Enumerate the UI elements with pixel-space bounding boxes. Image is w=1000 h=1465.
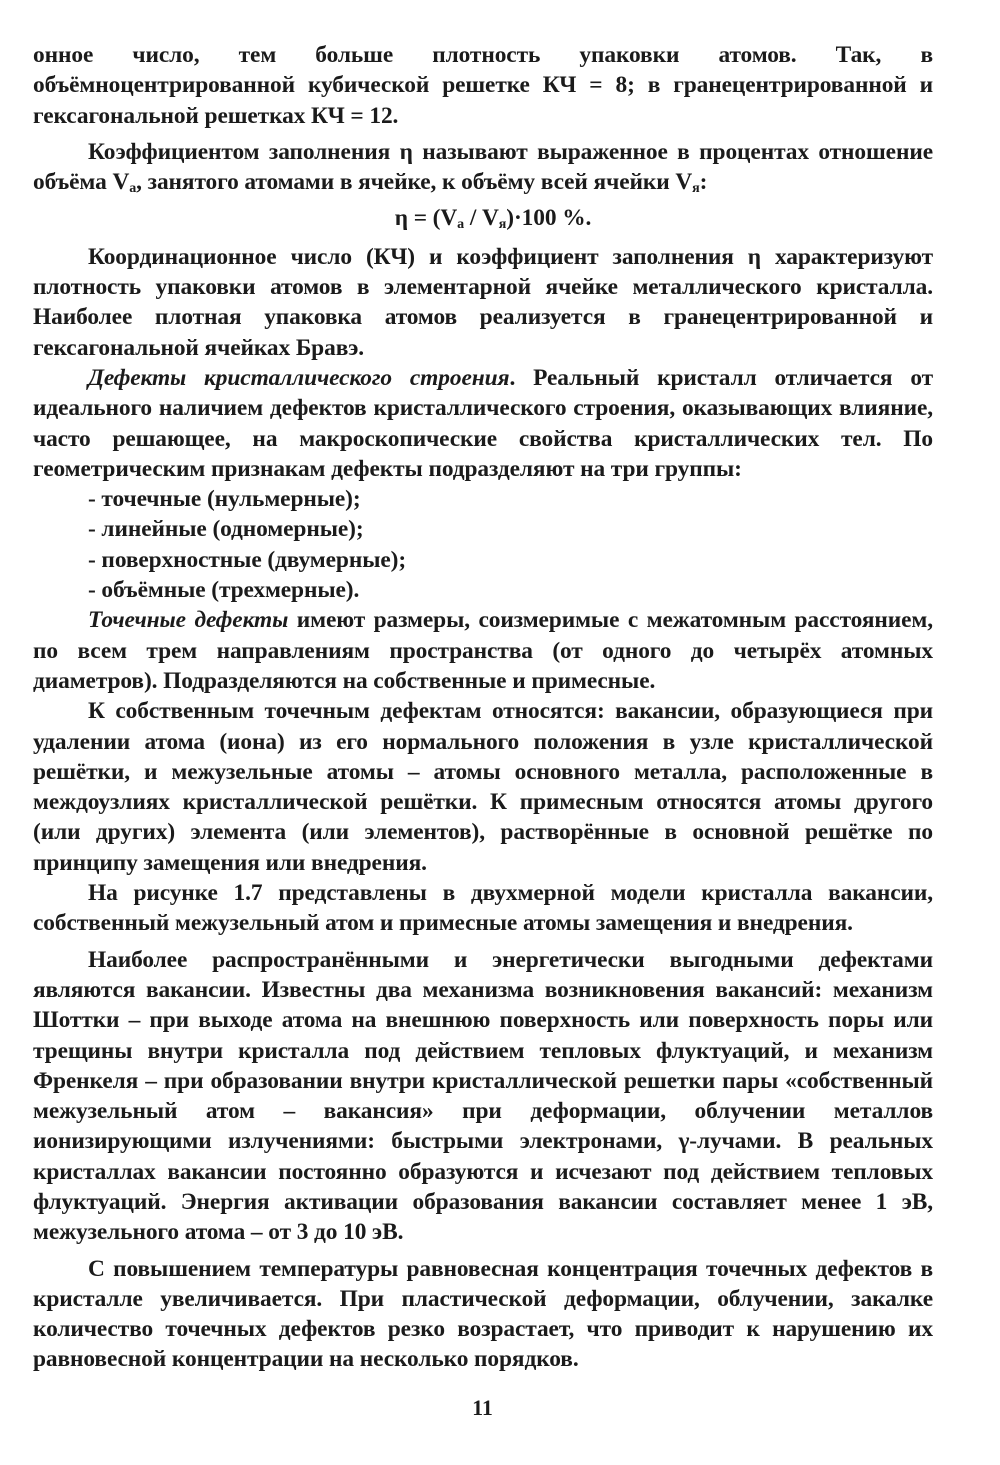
subscript-ya: я (692, 180, 700, 197)
list-item: - поверхностные (двумерные); (88, 546, 407, 573)
formula-subscript-ya: я (498, 216, 507, 233)
paragraph-5 (33, 605, 933, 696)
paragraph-3: Координационное число (КЧ) и коэффициент заполнения η характеризуют плотность упаковки атомов в элементарной ячейке металлического кристалла. Наиболее плотная упаковка атомов реализуется в гранецентрированной и гексагональной ячейках Бравэ. (33, 243, 933, 361)
formula-part-c: )·100 %. (506, 205, 592, 232)
paragraph-6: К собственным точечным дефектам относятся: вакансии, образующиеся при удалении атома (иона) из его нормального положения в узле кристаллической решётки, и межузельные атомы – атомы основного металла, расположенные в междоузлиях кристаллической решётки. К примесным относятся атомы другого (или других) элемента (или элементов), растворённые в основной решётке по принципу замещения или внедрения. (33, 698, 933, 876)
page-number: 11 (472, 1395, 493, 1420)
paragraph-4 (33, 363, 933, 484)
paragraph-2-mid: , занятого атомами в ячейке, к объёму всей ячейки V (136, 169, 693, 196)
paragraph-7: На рисунке 1.7 представлены в двухмерной модели кристалла вакансии, собственный межузельный атом и примесные атомы замещения и внедрения. (33, 880, 933, 937)
list-item: - точечные (нульмерные); (88, 486, 361, 513)
paragraph-5-text: имеют размеры, соизмеримые с межатомным расстоянием, по всем трем направлениям пространства (от одного до четырёх атомных диаметров). Подразделяются на собственные и примесные. (33, 607, 933, 694)
paragraph-1: онное число, тем больше плотность упаковки атомов. Так, в объёмноцентрированной кубической решетке КЧ = 8; в гранецентрированной и гексагональной решетках КЧ = 12. (33, 42, 933, 129)
list-item: - линейные (одномерные); (88, 516, 364, 543)
formula (33, 203, 933, 233)
paragraph-4-text: . Реальный кристалл отличается от идеального наличием дефектов кристаллического строения, оказывающих влияние, часто решающее, на макроскопические свойства кристаллических тел. По геометрическим признакам дефекты подразделяют на три группы: (33, 364, 934, 482)
formula-part-b: / V (464, 205, 499, 232)
paragraph-2 (33, 137, 933, 198)
formula-part-a: η = (V (394, 205, 458, 232)
list-item: - объёмные (трехмерные). (88, 577, 360, 604)
page-body (33, 40, 933, 1375)
paragraph-8: Наиболее распространёнными и энергетически выгодными дефектами являются вакансии. Известны два механизма возникновения вакансий: механизм Шоттки – при выходе атома на внешнюю поверхность или поверхность поры или трещины внутри кристалла под действием тепловых флуктуаций, и механизм Френкеля – при образовании внутри кристаллической решетки пары «собственный межузельный атом – вакансия» при деформации, облучении металлов ионизирующими излучениями: быстрыми электронами, γ-лучами. В реальных кристаллах вакансии постоянно образуются и исчезают под действием тепловых флуктуаций. Энергия активации образования вакансии составляет менее 1 эВ, межузельного атома – от 3 до 10 эВ. (33, 946, 933, 1246)
subscript-a: а (129, 180, 137, 197)
heading-point-defects: Точечные дефекты (88, 607, 289, 634)
paragraph-2-end: : (699, 169, 708, 196)
heading-defects: Дефекты кристаллического строения (88, 364, 510, 391)
formula-subscript-a: а (457, 216, 465, 233)
paragraph-9: С повышением температуры равновесная концентрация точечных дефектов в кристалле увеличивается. При пластической деформации, облучении, закалке количество точечных дефектов резко возрастает, что приводит к нарушению их равновесной концентрации на несколько порядков. (33, 1255, 933, 1373)
paragraph-2-text: Коэффициентом заполнения η называют выраженное в процентах отношение объёма V (33, 138, 933, 196)
